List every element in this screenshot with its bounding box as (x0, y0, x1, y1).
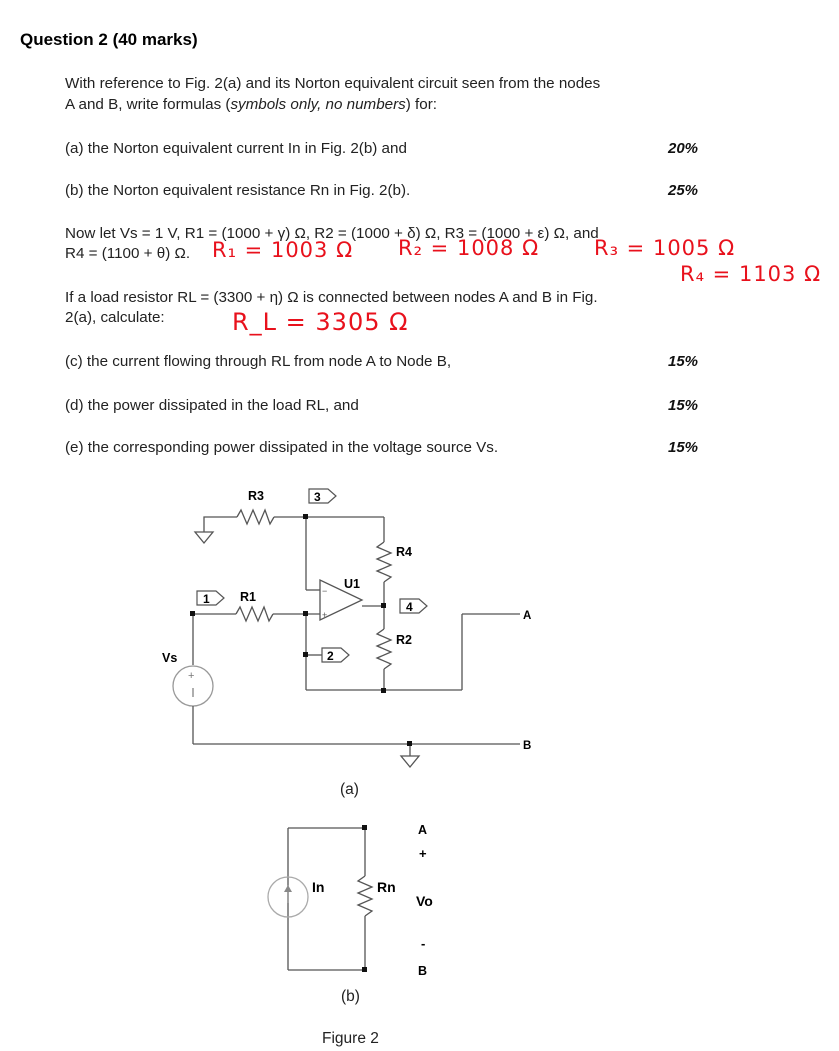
part-a-mark: 20% (668, 140, 699, 157)
label-b-node-b: B (418, 964, 428, 978)
label-r1: R1 (240, 590, 256, 604)
intro-prefix: A and B, write formulas ( (65, 96, 231, 113)
current-arrowhead-icon (284, 885, 292, 892)
part-c-mark: 15% (668, 353, 699, 370)
tag-2: 2 (327, 649, 334, 663)
load-line-1: If a load resistor RL = (3300 + η) Ω is connected between nodes A and B in Fig. (65, 289, 598, 306)
opamp-plus-icon: + (322, 610, 328, 620)
label-b-plus: + (419, 846, 427, 861)
part-d-text: (d) the power dissipated in the load RL, and (65, 397, 359, 414)
part-b-text: (b) the Norton equivalent resistance Rn in Fig. 2(b). (65, 182, 411, 199)
caption-a: (a) (340, 781, 359, 798)
handwritten-rl: R_L = 3305 Ω (232, 308, 409, 336)
label-b-node-a: A (418, 823, 428, 837)
opamp-minus-icon: − (322, 586, 328, 596)
part-c-text: (c) the current flowing through RL from node A to Node B, (65, 353, 452, 370)
net-tags (197, 489, 427, 662)
handwritten-r4: R₄ = 1103 Ω (680, 262, 822, 286)
values-line-1: Now let Vs = 1 V, R1 = (1000 + γ) Ω, R2 = (1000 + δ) Ω, R3 = (1000 + ε) Ω, and (65, 225, 599, 242)
question-title: Question 2 (40 marks) (20, 30, 198, 49)
label-vs: Vs (162, 651, 178, 665)
caption-b: (b) (341, 988, 360, 1005)
values-line-2: R4 = (1100 + θ) Ω. (65, 245, 191, 262)
tag-4: 4 (406, 600, 413, 614)
handwritten-r2: R₂ = 1008 Ω (398, 236, 540, 260)
part-b-mark: 25% (668, 182, 699, 199)
part-e-mark: 15% (668, 439, 699, 456)
label-u1: U1 (344, 577, 360, 591)
handwritten-r3: R₃ = 1005 Ω (594, 236, 736, 260)
label-in: In (312, 879, 325, 895)
label-node-a: A (523, 610, 532, 622)
circuit-a-nodes (190, 514, 412, 972)
tag-3: 3 (314, 490, 321, 504)
intro-line-1: With reference to Fig. 2(a) and its Norton equivalent circuit seen from the nodes (65, 75, 601, 92)
intro-emphasis: symbols only, no numbers (230, 96, 406, 113)
label-b-minus: - (421, 936, 426, 951)
intro-suffix: ) for: (405, 96, 437, 113)
load-line-2: 2(a), calculate: (65, 309, 165, 326)
label-node-b: B (523, 740, 532, 752)
figure-caption: Figure 2 (322, 1030, 379, 1047)
part-a-text: (a) the Norton equivalent current In in Fig. 2(b) and (65, 140, 407, 157)
label-r2: R2 (396, 633, 412, 647)
vs-plus-icon: + (188, 670, 195, 682)
label-vo: Vo (416, 893, 433, 909)
label-rn: Rn (377, 879, 396, 895)
part-d-mark: 15% (668, 397, 699, 414)
label-r4: R4 (396, 545, 412, 559)
label-r3: R3 (248, 489, 264, 503)
part-e-text: (e) the corresponding power dissipated in the voltage source Vs. (65, 439, 499, 456)
tag-1: 1 (203, 592, 210, 606)
handwritten-r1: R₁ = 1003 Ω (212, 238, 354, 262)
